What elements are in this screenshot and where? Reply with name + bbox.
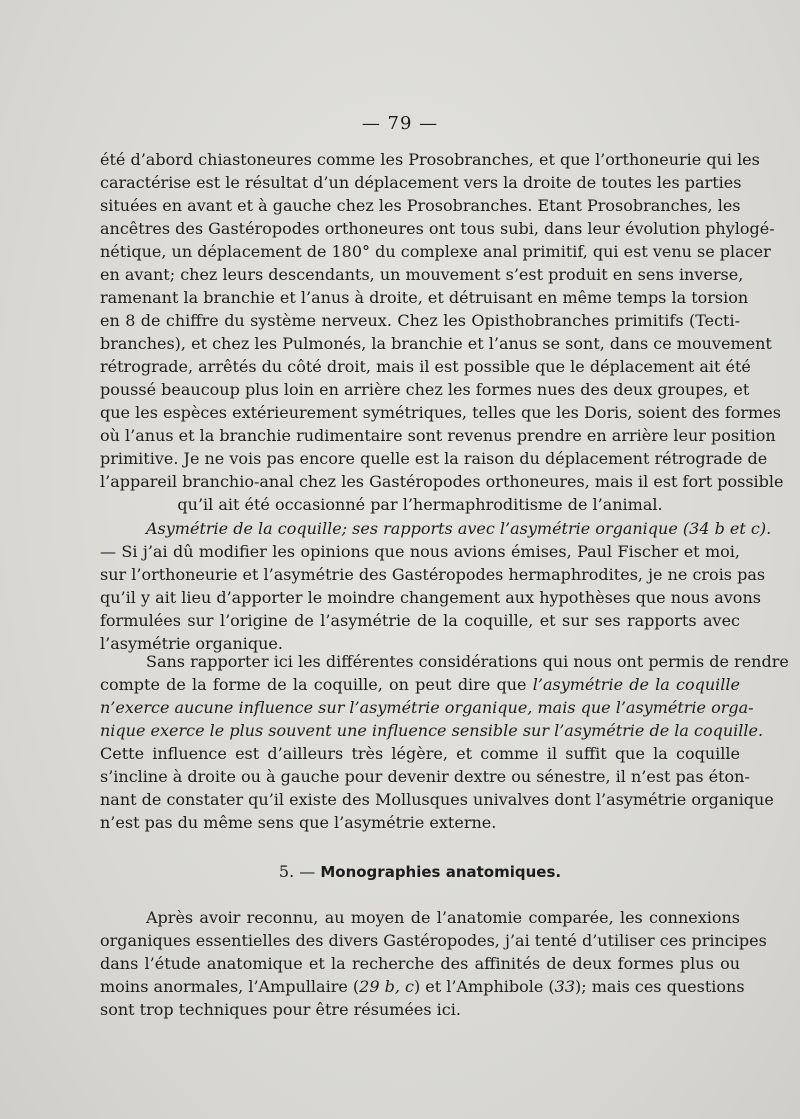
text-line: rétrograde, arrêtés du côté droit, mais il est possible que le déplacement ait été [100,357,751,376]
text-line: Après avoir reconnu, au moyen de l’anatomie comparée, les connexions [146,908,740,927]
text-line: branches), et chez les Pulmonés, la branchie et l’anus se sont, dans ce mouvement [100,334,772,353]
section-number: 5. — [278,862,316,881]
text-line: sur l’orthoneurie et l’asymétrie des Gastéropodes hermaphrodites, je ne crois pas [100,565,766,584]
paragraph-monographies [100,906,767,1021]
text-line: moins anormales, l’Ampullaire (29 b, c) et l’Amphibole (33); mais ces questions [100,977,745,996]
section-title: Monographies anatomiques. [320,863,562,881]
text-line: l’asymétrie organique. [100,634,283,653]
text-line: situées en avant et à gauche chez les Prosobranches. Etant Prosobranches, les [100,196,741,215]
text-line: caractérise est le résultat d’un déplacement vers la droite de toutes les parties [100,173,742,192]
text-line: n’exerce aucune influence sur l’asymétrie organique, mais que l’asymétrie orga- [100,698,754,717]
paragraph-orthoneurie [100,148,784,516]
text-line: en avant; chez leurs descendants, un mouvement s’est produit en sens inverse, [100,265,744,284]
text-line: en 8 de chiffre du système nerveux. Chez les Opisthobranches primitifs (Tecti- [100,311,740,330]
text-line: Sans rapporter ici les différentes considérations qui nous ont permis de rendre [146,652,789,671]
text-line: formulées sur l’origine de l’asymétrie de la coquille, et sur ses rapports avec [100,611,740,630]
text-line: poussé beaucoup plus loin en arrière chez les formes nues des deux groupes, et [100,380,750,399]
text-line: Cette influence est d’ailleurs très légère, et comme il suffit que la coquille [100,744,740,763]
text-line: qu’il y ait lieu d’apporter le moindre changement aux hypothèses que nous avons [100,588,761,607]
page-number: — 79 — [361,113,439,134]
text-line: nétique, un déplacement de 180° du complexe anal primitif, qui est venu se placer [100,242,771,261]
text-line: été d’abord chiastoneures comme les Prosobranches, et que l’orthoneurie qui les [100,150,760,169]
text-line: où l’anus et la branchie rudimentaire sont revenus prendre en arrière leur position [100,426,776,445]
text-line: ancêtres des Gastéropodes orthoneures ont tous subi, dans leur évolution phylogé- [100,219,775,238]
text-line: primitive. Je ne vois pas encore quelle est la raison du déplacement rétrograde de [100,449,768,468]
text-line: dans l’étude anatomique et la recherche des affinités de deux formes plus ou [100,954,740,973]
paragraph-asymetrie [100,517,772,655]
paragraph-coquille [100,650,789,834]
text-line: l’appareil branchio-anal chez les Gastéropodes orthoneures, mais il est fort possible [100,472,784,491]
text-line: s’incline à droite ou à gauche pour devenir dextre ou sénestre, il n’est pas éton- [100,767,750,786]
text-line: nant de constater qu’il existe des Mollusques univalves dont l’asymétrie organique [100,790,774,809]
text-line: sont trop techniques pour être résumées ici. [100,1000,461,1019]
subsection-title: Asymétrie de la coquille; ses rapports avec l’asymétrie organique (34 b et c). [146,519,772,538]
text-line: nique exerce le plus souvent une influence sensible sur l’asymétrie de la coquille. [100,721,764,740]
text-line: qu’il ait été occasionné par l’hermaphroditisme de l’animal. [177,495,663,514]
text-line: compte de la forme de la coquille, on peut dire que l’asymétrie de la coquille [100,675,740,694]
text-line: — Si j’ai dû modifier les opinions que nous avions émises, Paul Fischer et moi, [100,542,740,561]
text-line: ramenant la branchie et l’anus à droite, et détruisant en même temps la torsion [100,288,749,307]
section-heading [100,860,740,883]
text-line: organiques essentielles des divers Gastéropodes, j’ai tenté d’utiliser ces principes [100,931,767,950]
text-line: que les espèces extérieurement symétriques, telles que les Doris, soient des formes [100,403,781,422]
text-line: n’est pas du même sens que l’asymétrie externe. [100,813,497,832]
